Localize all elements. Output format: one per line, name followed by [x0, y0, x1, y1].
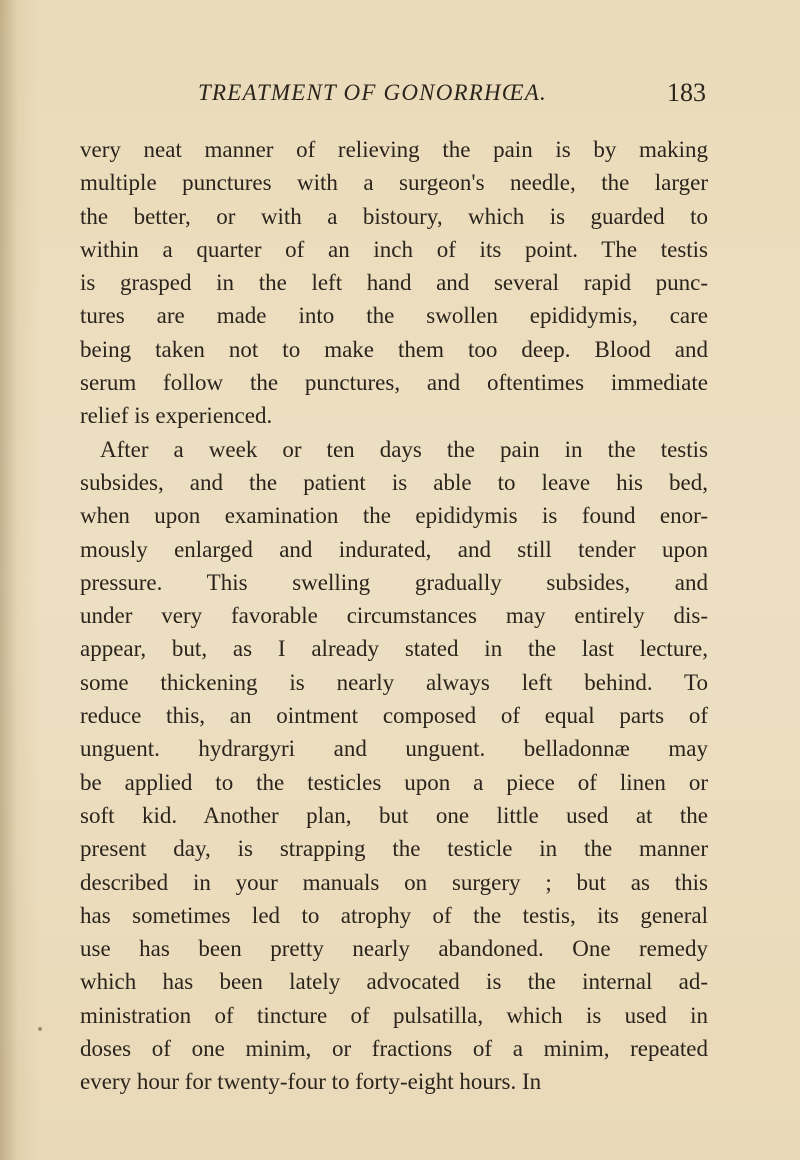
text-line: within a quarter of an inch of its point. The testis	[80, 236, 708, 262]
text-line: some thickening is nearly always left behind. To	[80, 669, 708, 695]
text-line: present day, is strapping the testicle in the manner	[80, 836, 708, 862]
text-line: described in your manuals on surgery ; but as this	[80, 869, 708, 895]
text-line: very neat manner of relieving the pain is by making	[80, 137, 708, 162]
text-line: reduce this, an ointment composed of equal parts of	[80, 703, 708, 729]
text-line: multiple punctures with a surgeon's needle, the larger	[80, 170, 708, 196]
text-line: appear, but, as I already stated in the last lecture,	[80, 636, 708, 662]
margin-speck	[38, 1027, 42, 1031]
paragraph-start-line: After a week or ten days the pain in the testis	[100, 436, 708, 462]
text-line: tures are made into the swollen epididymis, care	[80, 303, 708, 329]
text-line: ministration of tincture of pulsatilla, which is used in	[80, 1002, 708, 1028]
text-line: has sometimes led to atrophy of the testis, its general	[80, 902, 708, 928]
text-line: being taken not to make them too deep. Blood and	[80, 336, 708, 362]
body-text	[80, 133, 708, 1099]
page-header	[198, 80, 718, 114]
text-line: mously enlarged and indurated, and still tender upon	[80, 536, 708, 562]
text-line: unguent. hydrargyri and unguent. belladonnæ may	[80, 736, 708, 762]
text-line: every hour for twenty-four to forty-eight hours. In	[80, 1069, 542, 1095]
text-line: pressure. This swelling gradually subsides, and	[80, 569, 708, 595]
running-title: TREATMENT OF GONORRHŒA.	[198, 80, 547, 105]
text-line: be applied to the testicles upon a piece of linen or	[80, 769, 708, 795]
text-line: is grasped in the left hand and several rapid punc-	[80, 270, 708, 296]
page-number: 183	[667, 78, 706, 107]
text-line: doses of one minim, or fractions of a minim, repeated	[80, 1036, 708, 1062]
text-line: soft kid. Another plan, but one little used at the	[80, 802, 708, 828]
text-line: which has been lately advocated is the internal ad-	[80, 969, 708, 995]
text-line: subsides, and the patient is able to leave his bed,	[80, 469, 708, 495]
text-line: relief is experienced.	[80, 403, 273, 429]
text-line: serum follow the punctures, and oftentimes immediate	[80, 370, 708, 396]
text-line: the better, or with a bistoury, which is guarded to	[80, 203, 708, 229]
text-line: under very favorable circumstances may entirely dis-	[80, 603, 708, 629]
text-line: when upon examination the epididymis is found enor-	[80, 503, 708, 529]
text-line: use has been pretty nearly abandoned. One remedy	[80, 936, 708, 962]
